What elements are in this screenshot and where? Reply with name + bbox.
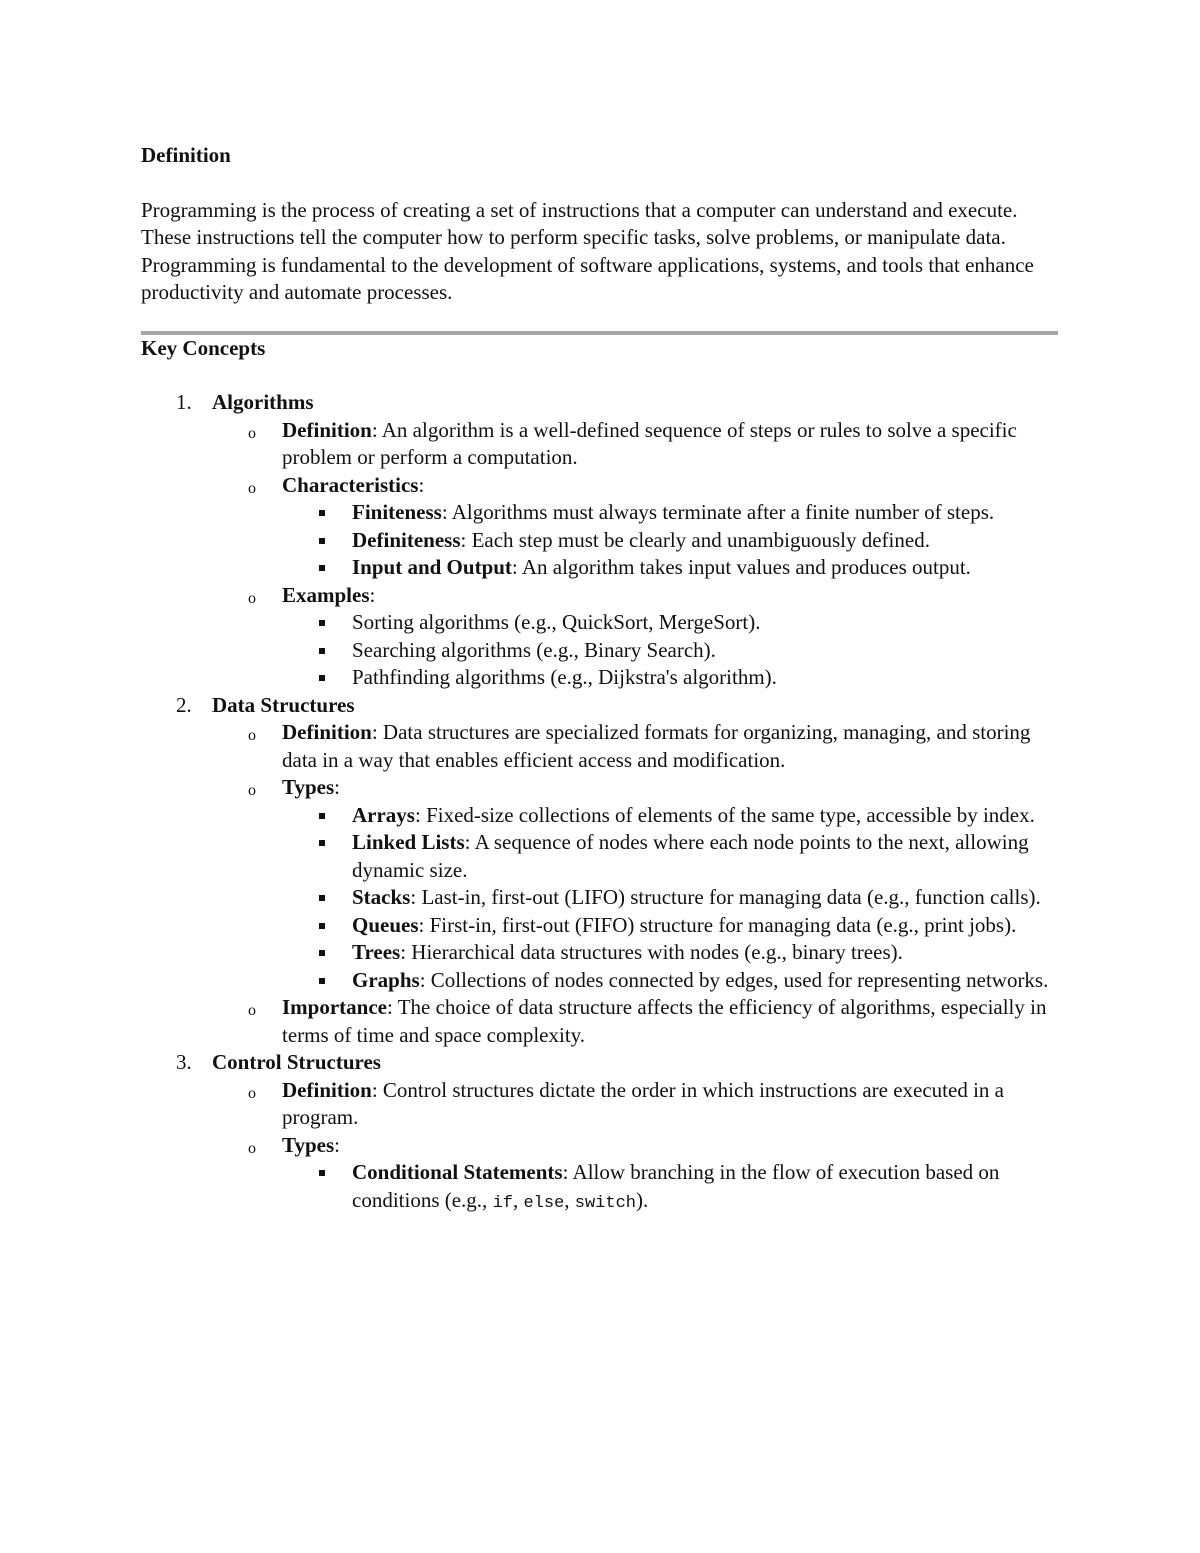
term-text: : Collections of nodes connected by edges, used for representing networks. xyxy=(419,967,1049,992)
colon: : xyxy=(334,775,340,799)
term-text: : Allow branching in the flow of execution based on conditions (e.g., xyxy=(352,1160,1000,1212)
term-text: : Last-in, first-out (LIFO) structure for managing data (e.g., function calls). xyxy=(410,885,1041,909)
sublist xyxy=(212,719,1061,1049)
square-bullet-icon xyxy=(319,565,325,571)
colon: : xyxy=(418,472,425,497)
square-bullet-icon xyxy=(319,620,325,626)
definition-heading: Definition xyxy=(141,143,231,167)
term: Stacks xyxy=(352,885,411,909)
list-number: 1. xyxy=(176,390,192,414)
square-bullet-icon xyxy=(319,538,325,544)
term: Queues xyxy=(352,912,419,937)
separator: , xyxy=(564,1187,575,1212)
separator: , xyxy=(512,1187,524,1212)
term: Input and Output xyxy=(352,555,512,579)
code-keyword: switch xyxy=(574,1193,636,1213)
colon: : xyxy=(369,582,376,607)
term-text: : Fixed-size collections of elements of the same type, accessible by index. xyxy=(414,802,1035,827)
square-bullet-icon xyxy=(319,923,325,929)
term: Arrays xyxy=(352,802,415,827)
list-item xyxy=(282,939,1061,967)
list-item xyxy=(282,884,1061,912)
sub-sublist xyxy=(282,609,1061,692)
sub-text: : Control structures dictate the order in which instructions are executed in a program. xyxy=(282,1077,1004,1129)
list-number: 3. xyxy=(176,1050,192,1074)
sub-sublist xyxy=(282,1159,1061,1217)
circle-bullet-icon: o xyxy=(248,589,256,607)
colon: : xyxy=(334,1132,340,1157)
list-item xyxy=(282,829,1061,884)
item-title: Data Structures xyxy=(212,692,355,717)
list-item xyxy=(282,499,1061,527)
list-item xyxy=(282,1159,1061,1217)
square-bullet-icon xyxy=(319,950,325,956)
list-item-control-structures xyxy=(141,1049,1061,1217)
circle-bullet-icon: o xyxy=(248,1084,256,1102)
term: Trees xyxy=(352,940,401,964)
sublist-item-definition xyxy=(212,719,1061,774)
circle-bullet-icon: o xyxy=(248,479,256,497)
sublist-item-types xyxy=(212,1132,1061,1218)
sub-label: Characteristics xyxy=(282,472,419,497)
term: Finiteness xyxy=(352,500,442,524)
list-number: 2. xyxy=(176,692,192,717)
sub-label: Definition xyxy=(282,720,372,744)
code-keyword: else xyxy=(523,1193,565,1213)
list-item xyxy=(282,664,1061,692)
square-bullet-icon xyxy=(319,675,325,681)
sub-sublist xyxy=(282,499,1061,582)
term-text: : An algorithm takes input values and produces output. xyxy=(511,555,971,579)
square-bullet-icon xyxy=(319,648,325,654)
square-bullet-icon xyxy=(319,1170,325,1176)
term: Conditional Statements xyxy=(352,1160,563,1184)
list-item xyxy=(282,967,1061,995)
definition-paragraph: Programming is the process of creating a set of instructions that a computer can understand and execute. These instructions tell the computer how to perform specific tasks, solve problems, or manipulate data. Programming is fundamental to the development of software applications, systems, and tools that enhance productivity and automate processes. xyxy=(141,197,1034,304)
circle-bullet-icon: o xyxy=(248,1002,256,1019)
term: Graphs xyxy=(352,967,420,992)
circle-bullet-icon: o xyxy=(248,727,256,744)
sublist-item-examples xyxy=(212,582,1061,692)
term-text: : First-in, first-out (FIFO) structure for managing data (e.g., print jobs). xyxy=(418,912,1017,937)
square-bullet-icon xyxy=(319,813,325,819)
square-bullet-icon xyxy=(319,895,325,901)
sublist-item-importance xyxy=(212,994,1061,1049)
sub-text: : An algorithm is a well-defined sequence of steps or rules to solve a specific problem or perform a computation. xyxy=(282,417,1017,469)
circle-bullet-icon: o xyxy=(248,1139,256,1157)
circle-bullet-icon: o xyxy=(248,782,256,799)
list-item xyxy=(282,554,1061,582)
sublist-item-definition xyxy=(212,417,1061,472)
key-concepts-heading: Key Concepts xyxy=(141,335,266,360)
document-content xyxy=(141,142,1061,1217)
code-keyword: if xyxy=(492,1193,513,1213)
key-concepts-list xyxy=(141,389,1061,1217)
sub-label: Definition xyxy=(282,417,372,442)
sub-label: Types xyxy=(282,1132,335,1157)
item-title: Algorithms xyxy=(212,390,314,414)
square-bullet-icon xyxy=(319,978,325,984)
list-item xyxy=(282,609,1061,637)
sublist xyxy=(212,417,1061,692)
square-bullet-icon xyxy=(319,510,325,516)
sub-text: : Data structures are specialized formats for organizing, managing, and storing data in a way that enables efficient access and modification. xyxy=(282,720,1031,772)
list-item-algorithms xyxy=(141,389,1061,692)
sub-label: Types xyxy=(282,775,335,799)
list-item-data-structures xyxy=(141,692,1061,1050)
sub-label: Importance xyxy=(282,995,387,1019)
item-title: Control Structures xyxy=(212,1050,381,1074)
term-text: : Algorithms must always terminate after a finite number of steps. xyxy=(441,500,995,524)
term: Definiteness xyxy=(352,527,461,552)
circle-bullet-icon: o xyxy=(248,424,256,442)
sub-text: : The choice of data structure affects the efficiency of algorithms, especially in terms of time and space complexity. xyxy=(282,995,1047,1047)
sublist-item-characteristics xyxy=(212,472,1061,582)
term-text: : Each step must be clearly and unambiguously defined. xyxy=(460,527,930,552)
square-bullet-icon xyxy=(319,840,325,846)
list-item xyxy=(282,802,1061,830)
sub-label: Definition xyxy=(282,1077,372,1102)
sub-label: Examples xyxy=(282,582,370,607)
example-text: Searching algorithms (e.g., Binary Search). xyxy=(352,637,716,662)
sublist xyxy=(212,1077,1061,1218)
example-text: Pathfinding algorithms (e.g., Dijkstra's algorithm). xyxy=(352,665,777,689)
list-item xyxy=(282,527,1061,555)
example-text: Sorting algorithms (e.g., QuickSort, MergeSort). xyxy=(352,610,761,634)
term-text: : Hierarchical data structures with nodes (e.g., binary trees). xyxy=(400,940,903,964)
term-text-end: ). xyxy=(636,1187,649,1212)
term: Linked Lists xyxy=(352,830,465,854)
sublist-item-definition xyxy=(212,1077,1061,1132)
list-item xyxy=(282,912,1061,940)
sublist-item-types xyxy=(212,774,1061,994)
term-text: : A sequence of nodes where each node points to the next, allowing dynamic size. xyxy=(352,830,1029,882)
sub-sublist xyxy=(282,802,1061,995)
list-item xyxy=(282,637,1061,665)
